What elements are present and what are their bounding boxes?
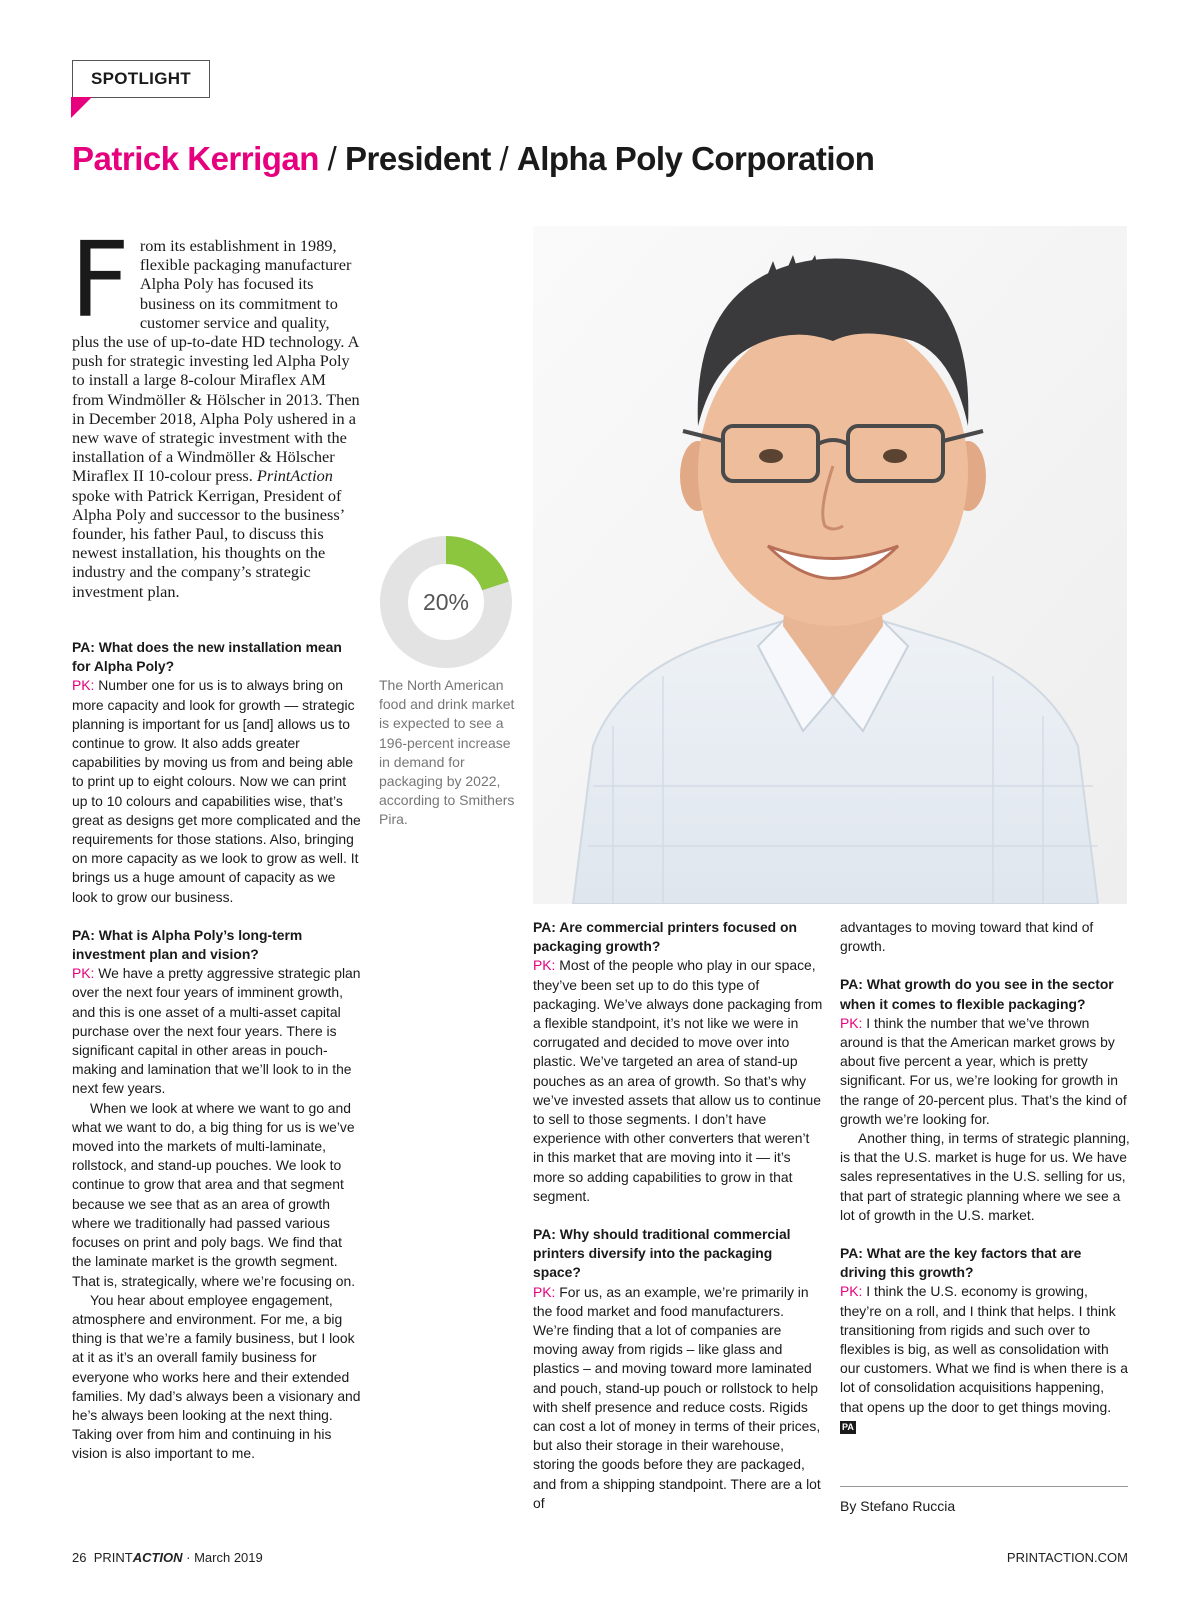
brand-action: ACTION [132, 1550, 183, 1565]
pk-label: PK: [840, 1283, 863, 1300]
headline [72, 140, 874, 178]
pk-label: PK: [533, 1283, 556, 1300]
answer [533, 956, 823, 1206]
question: PA: What are the key factors that are driving this growth? [840, 1245, 1082, 1281]
answer [840, 1282, 1130, 1436]
answer-text: I think the U.S. economy is growing, they’re on a roll, and I think that helps. I think transitioning from rigids and such over to flexibles is big, as well as consolidation with our customers. What we find is when there is a lot of consolidation acquisitions happening, that opens up the door to get things moving. [840, 1283, 1128, 1415]
qa-column-3 [840, 918, 1130, 1436]
headline-separator: / [490, 140, 517, 177]
portrait-photo [533, 226, 1127, 904]
dropcap: F [70, 219, 130, 341]
answer [72, 676, 362, 906]
intro-text-end: spoke with Patrick Kerrigan, President of Alpha Poly and successor to the business’ founder, his father Paul, to discuss this newest installation, his thoughts on the industry and the company’s strategic investment plan. [72, 485, 344, 601]
question: PA: What growth do you see in the sector when it comes to flexible packaging? [840, 976, 1114, 1012]
byline-divider [840, 1486, 1128, 1487]
pk-label: PK: [533, 957, 556, 974]
intro-publication: PrintAction [256, 466, 333, 486]
question: PA: What does the new installation mean for Alpha Poly? [72, 639, 342, 675]
stat-donut-chart [378, 534, 514, 670]
answer-text: Most of the people who play in our space, they’ve been set up to do this type of packaging. We’ve always done packaging from a flexible standpoint, it’s not like we were in corrugated and decided to move over into plastic. We’ve targeted an area of stand-up pouches as an area of growth. So that’s why we’ve invested assets that allow us to continue to sell to those segments. I don’t have experience with other converters that weren’t in this market that are moving into it — it’s more so adding capabilities to grow in that segment. [533, 957, 823, 1204]
answer-text: We have a pretty aggressive strategic plan over the next four years of imminent growth, and this is one asset of a multi-asset capital purchase over the next four years. There is significant capital in other areas in pouch-making and lamination that we’ll look to in the next few years. [72, 965, 361, 1097]
answer-text: I think the number that we’ve thrown around is that the American market grows by about five percent a year, which is pretty significant. For us, we’re looking for growth in the range of 20-percent plus. That’s the kind of growth we’re looking for. [840, 1014, 1127, 1127]
donut-label: 20% [422, 589, 470, 615]
donut-fill [446, 550, 495, 586]
question: PA: What is Alpha Poly’s long-term investment plan and vision? [72, 926, 303, 963]
issue-date: · March 2019 [182, 1550, 263, 1565]
qa-column-2 [533, 918, 823, 1513]
headline-name: Patrick Kerrigan [72, 140, 319, 177]
footer-url[interactable]: PRINTACTION.COM [1006, 1550, 1128, 1565]
footer-folio [72, 1550, 263, 1565]
answer [840, 1014, 1130, 1129]
byline: By Stefano Ruccia [840, 1498, 956, 1514]
answer [533, 1283, 823, 1513]
question: PA: Why should traditional commercial printers diversify into the packaging space? [533, 1226, 791, 1281]
qa-column-1 [72, 638, 362, 1464]
headline-separator: / [318, 140, 345, 177]
headline-company: Alpha Poly Corporation [516, 140, 875, 177]
answer [72, 964, 362, 1098]
answer-paragraph: Another thing, in terms of strategic planning, is that the U.S. market is huge for us. We have sales representatives in the U.S. selling for us, that part of strategic planning where we see a lot of growth in the U.S. market. [840, 1130, 1130, 1223]
pk-label: PK: [72, 965, 95, 982]
answer-paragraph: You hear about employee engagement, atmosphere and environment. For me, a big thing is that we’re a family business, but I look at it as it’s an overall family business for everyone who works here and their extended families. My dad’s always been a visionary and he’s always been looking at the next thing. Taking over from him and continuing in his vision is also important to me. [72, 1291, 361, 1462]
answer-continued: advantages to moving toward that kind of growth. [840, 919, 1094, 955]
pk-label: PK: [840, 1014, 863, 1031]
question: PA: Are commercial printers focused on packaging growth? [533, 919, 797, 955]
answer-paragraph: When we look at where we want to go and what we want to do, a big thing for us is we’ve moved into the markets of multi-laminate, rollstock, and stand-up pouches. We look to continue to grow that area and that segment because we see that as an area of growth where we traditionally had passed various focuses on print and poly bags. We find that the laminate market is the growth segment. That is, strategically, where we’re focusing on. [72, 1099, 356, 1289]
headline-title: President [344, 140, 491, 177]
section-tag: SPOTLIGHT [72, 60, 210, 98]
intro-text: rom its establishment in 1989, flexible packaging manufacturer Alpha Poly has focused its business on its commitment to customer service and quality, plus the use of up-to-date HD technology. A push for strategic investing led Alpha Poly to install a large 8-colour Miraflex AM from Windmöller & Hölscher in 2013. Then in December 2018, Alpha Poly ushered in a new wave of strategic investment with the installation of a Windmöller & Hölscher Miraflex II 10-colour press. [72, 236, 360, 486]
answer-text: Number one for us is to always bring on more capacity and look for growth — strategic planning is important for us [and] allows us to continue to grow. It also adds greater capabilities by moving us from and being able to print up to eight colours. Now we can print up to 10 colours and capabilities wise, that’s great as designs get more complicated and the requirements for those stations. Also, bringing on more capacity as we look to grow as well. It brings us a huge amount of capacity as we look to grow our business. [72, 677, 361, 905]
page-number: 26 [72, 1550, 87, 1565]
end-mark-icon: PA [842, 1421, 854, 1432]
brand-print: PRINT [93, 1550, 133, 1565]
section-tag-triangle [71, 97, 92, 118]
stat-caption: The North American food and drink market is expected to see a 196-percent increase in demand for packaging by 2022, according to Smithers Pira. [379, 677, 515, 828]
pk-label: PK: [72, 677, 95, 694]
intro-paragraph [70, 219, 360, 601]
answer-text: For us, as an example, we’re primarily in the food market and food manufacturers. We’re finding that a lot of companies are moving away from rigids – like glass and plastics – and moving toward more laminated and pouch, stand-up pouch or rollstock to help with shelf presence and reduce costs. Rigids can cost a lot of money in terms of their prices, but also their storage in their warehouse, storing the goods before they are packaged, and from a shipping standpoint. There are a lot of [533, 1283, 821, 1511]
